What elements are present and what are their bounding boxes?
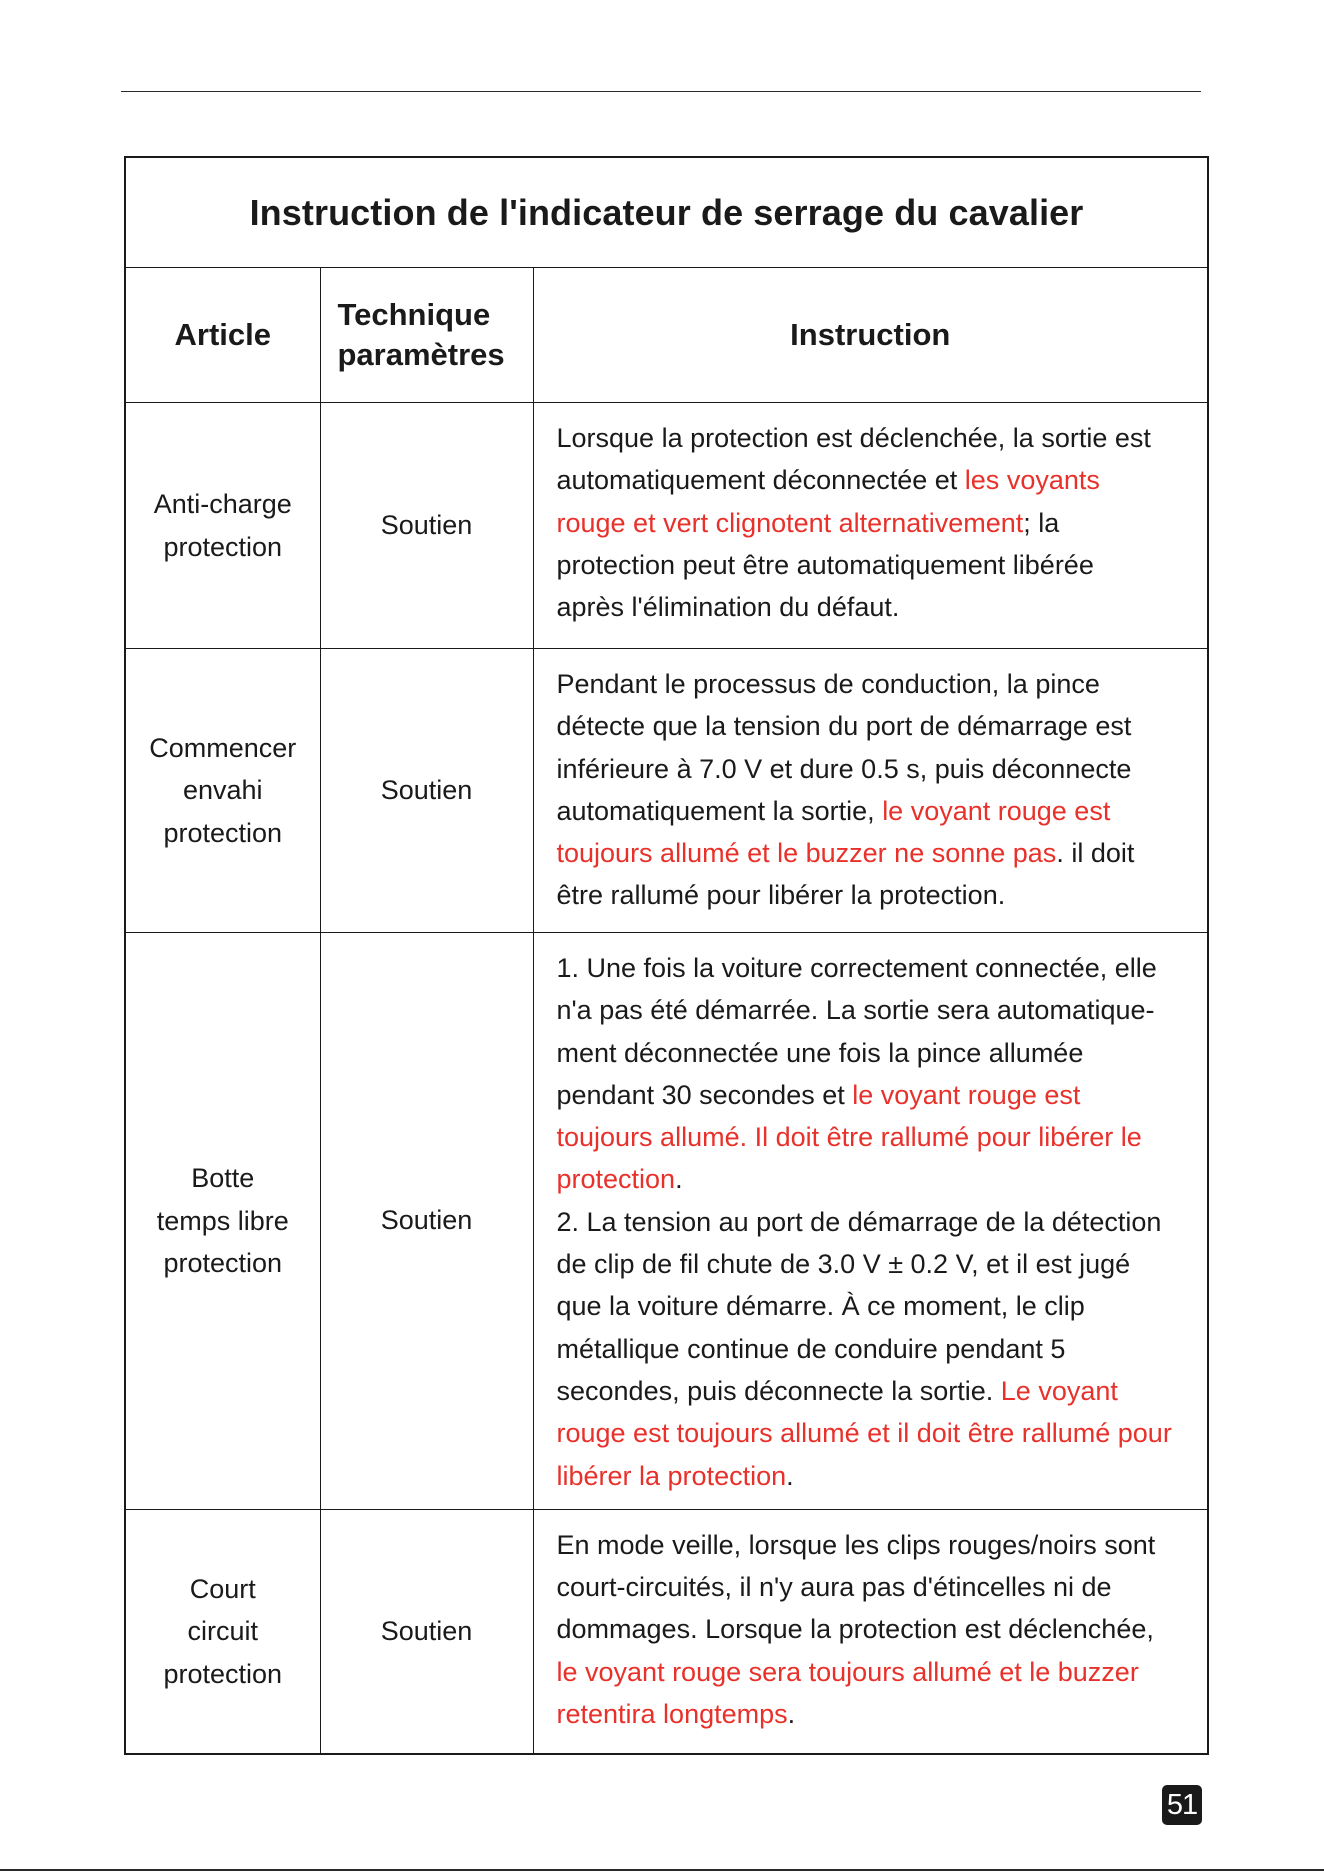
row-article bbox=[125, 1509, 320, 1754]
header-params-line2: paramètres bbox=[337, 337, 505, 372]
page-number-badge: 51 bbox=[1162, 1785, 1202, 1825]
row-instruction bbox=[533, 933, 1208, 1510]
highlight-text: le voyant rouge sera toujours allumé et le buzzer retentira longtemps bbox=[556, 1656, 1139, 1730]
table-row bbox=[125, 649, 1208, 933]
protection-table bbox=[124, 156, 1209, 1755]
instruction-text bbox=[557, 1524, 1202, 1735]
body-text: ; la protection peut être automatiquement libérée après l'élimination du défaut. bbox=[556, 507, 1094, 623]
article-line: protection bbox=[163, 1248, 283, 1279]
highlight-text: le voyant rouge est toujours allumé. Il doit être rallumé pour libérer le protection bbox=[556, 1079, 1142, 1195]
article-line: temps libre bbox=[156, 1205, 289, 1236]
footer-rule bbox=[0, 1869, 1324, 1871]
article-line: Botte bbox=[191, 1163, 255, 1194]
header-instruction: Instruction bbox=[533, 268, 1208, 403]
article-line: Commencer bbox=[149, 732, 297, 763]
instruction-text bbox=[557, 663, 1202, 917]
body-text: 1. Une fois la voiture correctement connectée, elle n'a pas été démarrée. La sortie sera automatique- ment déconnectée une fois la pince allumée pendant 30 secondes et bbox=[556, 953, 1157, 1110]
body-text: Pendant le processus de conduction, la pince détecte que la tension du port de démarrage est inférieure à 7.0 V et dure 0.5 s, puis déconnecte automatiquement la sortie, bbox=[556, 669, 1132, 826]
highlight-text: Le voyant rouge est toujours allumé et il doit être rallumé pour libérer la protection bbox=[556, 1375, 1172, 1491]
instruction-text bbox=[557, 417, 1202, 628]
table-row bbox=[125, 403, 1208, 649]
header-row bbox=[125, 268, 1208, 403]
row-article bbox=[125, 403, 320, 649]
article-line: protection bbox=[163, 817, 283, 848]
row-article bbox=[125, 933, 320, 1510]
body-text: . bbox=[786, 1460, 794, 1491]
row-instruction bbox=[533, 403, 1208, 649]
article-line: protection bbox=[163, 531, 283, 562]
table-title: Instruction de l'indicateur de serrage du cavalier bbox=[125, 157, 1208, 268]
instruction-text bbox=[557, 947, 1202, 1497]
row-instruction bbox=[533, 1509, 1208, 1754]
article-line: protection bbox=[163, 1658, 283, 1689]
row-params: Soutien bbox=[320, 1509, 533, 1754]
body-text: En mode veille, lorsque les clips rouges/noirs sont court-circuités, il n'y aura pas d'étincelles ni de dommages. Lorsque la protection est déclenchée, bbox=[556, 1529, 1156, 1645]
header-article: Article bbox=[125, 268, 320, 403]
header-params-line1: Technique bbox=[337, 297, 491, 332]
article-line: Anti-charge bbox=[153, 489, 292, 519]
row-params: Soutien bbox=[320, 403, 533, 649]
article-line: Court bbox=[189, 1573, 256, 1604]
article-line: envahi bbox=[182, 775, 263, 806]
row-params: Soutien bbox=[320, 649, 533, 933]
body-text: . 2. La tension au port de démarrage de la détection de clip de fil chute de 3.0 V ± 0.2 V, et il est jugé que la voiture démarre. À ce moment, le clip métallique continue de conduire pendant 5 secondes, puis déconnecte la sortie. bbox=[556, 1164, 1162, 1406]
row-article bbox=[125, 649, 320, 933]
header-rule bbox=[121, 91, 1201, 92]
body-text: . bbox=[787, 1699, 796, 1730]
article-line: circuit bbox=[187, 1616, 258, 1647]
highlight-text: les voyants rouge et vert clignotent alternativement bbox=[556, 465, 1100, 538]
row-instruction bbox=[533, 649, 1208, 933]
body-text: Lorsque la protection est déclenchée, la sortie est automatiquement déconnectée et bbox=[556, 423, 1151, 496]
highlight-text: le voyant rouge est toujours allumé et le buzzer ne sonne pas bbox=[556, 795, 1111, 869]
header-params bbox=[320, 268, 533, 403]
table-row bbox=[125, 933, 1208, 1510]
row-params: Soutien bbox=[320, 933, 533, 1510]
table-row bbox=[125, 1509, 1208, 1754]
body-text: . il doit être rallumé pour libérer la protection. bbox=[556, 838, 1135, 911]
